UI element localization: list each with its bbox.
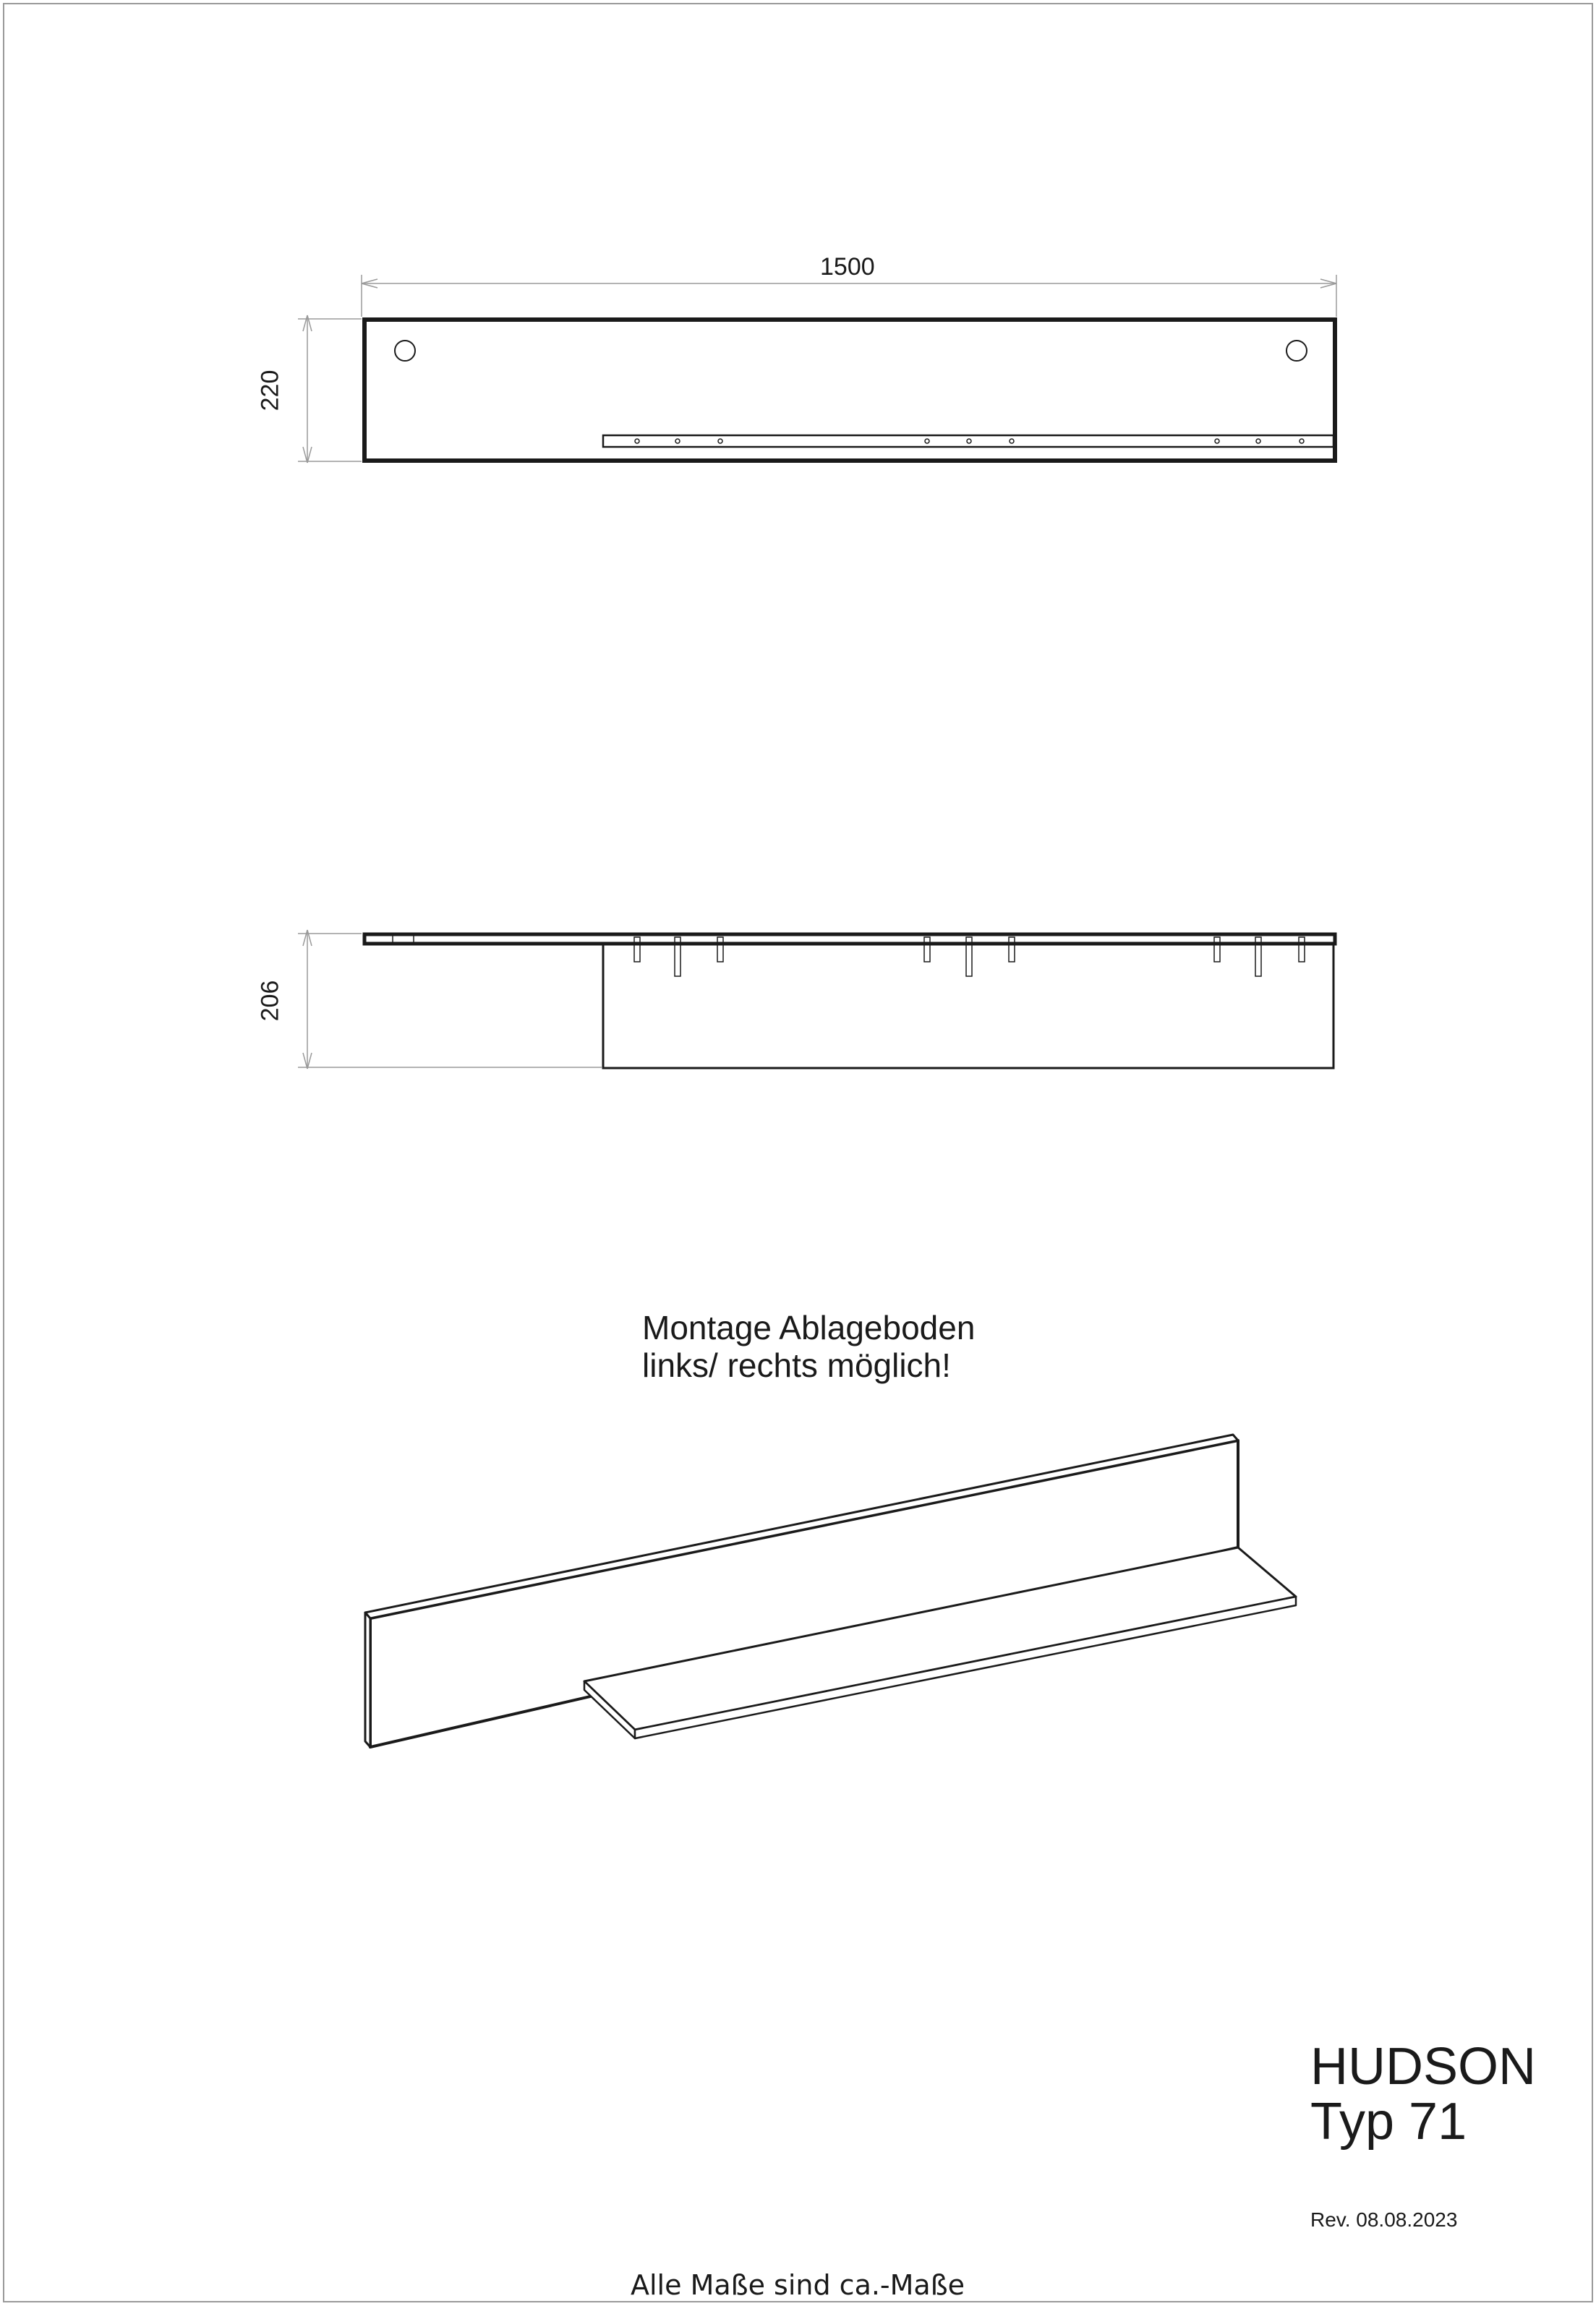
- side-back-panel: [364, 934, 1335, 944]
- isometric-view: [365, 1435, 1296, 1747]
- product-name: HUDSON: [1310, 2038, 1537, 2096]
- front-back-panel: [364, 320, 1335, 461]
- side-dowel-marks: [393, 934, 1305, 976]
- side-view: [298, 930, 1335, 1069]
- height-dimension-line: [298, 315, 362, 463]
- product-type: Typ 71: [1310, 2093, 1467, 2151]
- height-dimension-label: 220: [256, 370, 284, 411]
- mounting-holes: [395, 341, 1307, 361]
- revision-date: Rev. 08.08.2023: [1310, 2208, 1458, 2231]
- assembly-note-line1: Montage Ablageboden: [642, 1309, 976, 1346]
- front-view: [298, 275, 1336, 463]
- assembly-note-line2: links/ rechts möglich!: [642, 1346, 951, 1384]
- iso-back-panel-side: [365, 1613, 370, 1747]
- footer-note: Alle Maße sind ca.-Maße: [631, 2269, 965, 2301]
- dowel-marks: [635, 439, 1304, 443]
- front-shelf-board: [603, 435, 1333, 447]
- side-height-dimension-line: [298, 930, 602, 1069]
- width-dimension-label: 1500: [820, 253, 875, 281]
- side-shelf-board: [603, 944, 1333, 1068]
- side-height-dimension-label: 206: [256, 980, 284, 1022]
